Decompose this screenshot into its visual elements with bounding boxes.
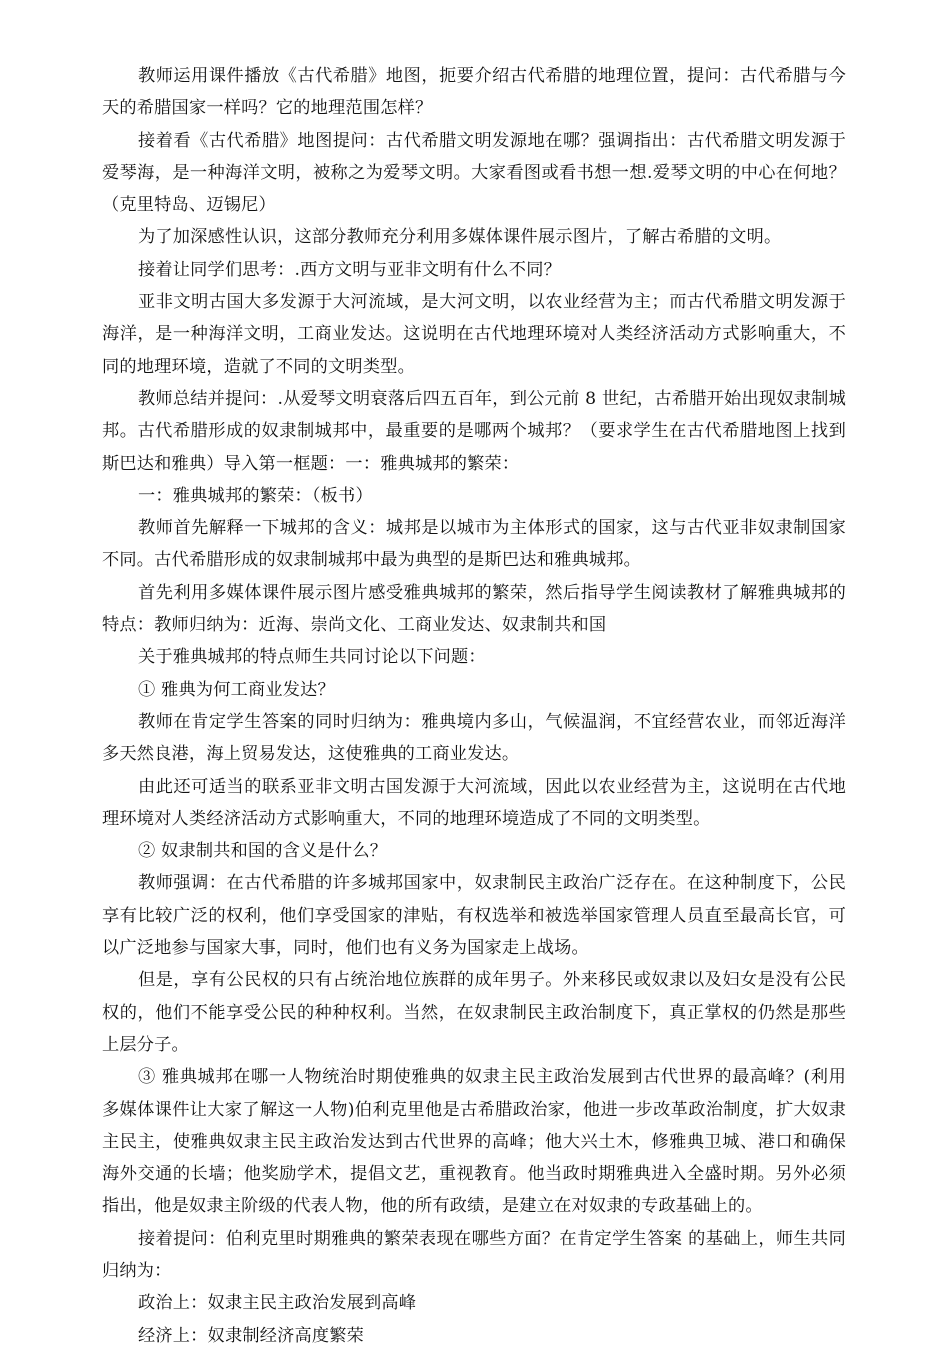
paragraph-answer-1-extension: 由此还可适当的联系亚非文明古国发源于大河流域，因此以农业经营为主，这说明在古代地理环境对人类经济活动方式影响重大，不同的地理环境造成了不同的文明类型。: [102, 776, 846, 829]
paragraph-city-states-question: 教师总结并提问：.从爱琴文明衰落后四五百年，到公元前 8 世纪，古希腊开始出现奴隶制城邦。古代希腊形成的奴隶制城邦中，最重要的是哪两个城邦？（要求学生在古代希腊地图上找到斯巴达和雅典）导入第一框题：一：雅典城邦的繁荣：: [102, 388, 846, 474]
question-3-pericles: ③ 雅典城邦在哪一人物统治时期使雅典的奴隶主民主政治发展到古代世界的最高峰？(利用多媒体课件让大家了解这一人物)伯利克里他是古希腊政治家，他进一步改革政治制度，扩大奴隶主民主，使雅典奴隶主民主政治发达到古代世界的高峰；他大兴土木，修雅典卫城、港口和确保海外交通的长墙；他奖励学术，提倡文艺，重视教育。他当政时期雅典进入全盛时期。另外必须指出，他是奴隶主阶级的代表人物，他的所有政绩，是建立在对奴隶的专政基础上的。: [102, 1067, 846, 1217]
paragraph-aegean-origin: 接着看《古代希腊》地图提问：古代希腊文明发源地在哪？强调指出：古代希腊文明发源于爱琴海，是一种海洋文明，被称之为爱琴文明。大家看图或看书想一想.爱琴文明的中心在何地？（克里特岛、迈锡尼）: [102, 130, 846, 216]
paragraph-intro-map: 教师运用课件播放《古代希腊》地图，扼要介绍古代希腊的地理位置，提问：古代希腊与今天的希腊国家一样吗？它的地理范围怎样？: [102, 66, 846, 119]
paragraph-west-vs-asia-question: 接着让同学们思考：.西方文明与亚非文明有什么不同？: [138, 259, 561, 280]
paragraph-discussion-intro: 关于雅典城邦的特点师生共同讨论以下问题：: [138, 647, 486, 668]
document-body: [102, 60, 846, 1352]
paragraph-city-state-definition: 教师首先解释一下城邦的含义：城邦是以城市为主体形式的国家，这与古代亚非奴隶制国家不同。古代希腊形成的奴隶制城邦中最为典型的是斯巴达和雅典城邦。: [102, 518, 846, 571]
paragraph-multimedia: 为了加深感性认识，这部分教师充分利用多媒体课件展示图片，了解古希腊的文明。: [138, 227, 782, 248]
paragraph-answer-2: 教师强调：在古代希腊的许多城邦国家中，奴隶制民主政治广泛存在。在这种制度下，公民享有比较广泛的权利，他们享受国家的津贴，有权选举和被选举国家管理人员直至最高长官，可以广泛地参与国家大事，同时，他们也有义务为国家走上战场。: [102, 873, 846, 959]
section-heading-athens: 一：雅典城邦的繁荣：（板书）: [138, 485, 373, 506]
paragraph-answer-1: 教师在肯定学生答案的同时归纳为：雅典境内多山，气候温润，不宜经营农业，而邻近海洋多天然良港，海上贸易发达，这使雅典的工商业发达。: [102, 711, 846, 765]
paragraph-river-vs-ocean: 亚非文明古国大多发源于大河流域，是大河文明，以农业经营为主；而古代希腊文明发源于海洋，是一种海洋文明，工商业发达。这说明在古代地理环境对人类经济活动方式影响重大，不同的地理环境，造就了不同的文明类型。: [102, 292, 846, 377]
paragraph-athens-features: 首先利用多媒体课件展示图片感受雅典城邦的繁荣，然后指导学生阅读教材了解雅典城邦的特点：教师归纳为：近海、崇尚文化、工商业发达、奴隶制共和国: [102, 582, 846, 636]
summary-politics: 政治上：奴隶主民主政治发展到高峰: [138, 1293, 417, 1314]
paragraph-answer-2-citizens: 但是，享有公民权的只有占统治地位族群的成年男子。外来移民或奴隶以及妇女是没有公民权的，他们不能享受公民的种种权利。当然，在奴隶制民主政治制度下，真正掌权的仍然是那些上层分子。: [102, 970, 846, 1055]
summary-economy: 经济上：奴隶制经济高度繁荣: [138, 1325, 365, 1346]
question-2: ② 奴隶制共和国的含义是什么？: [138, 841, 388, 862]
question-1: ① 雅典为何工商业发达？: [138, 679, 335, 700]
paragraph-prosperity-question: 接着提问：伯利克里时期雅典的繁荣表现在哪些方面？在肯定学生答案 的基础上，师生共同归纳为：: [102, 1228, 846, 1281]
